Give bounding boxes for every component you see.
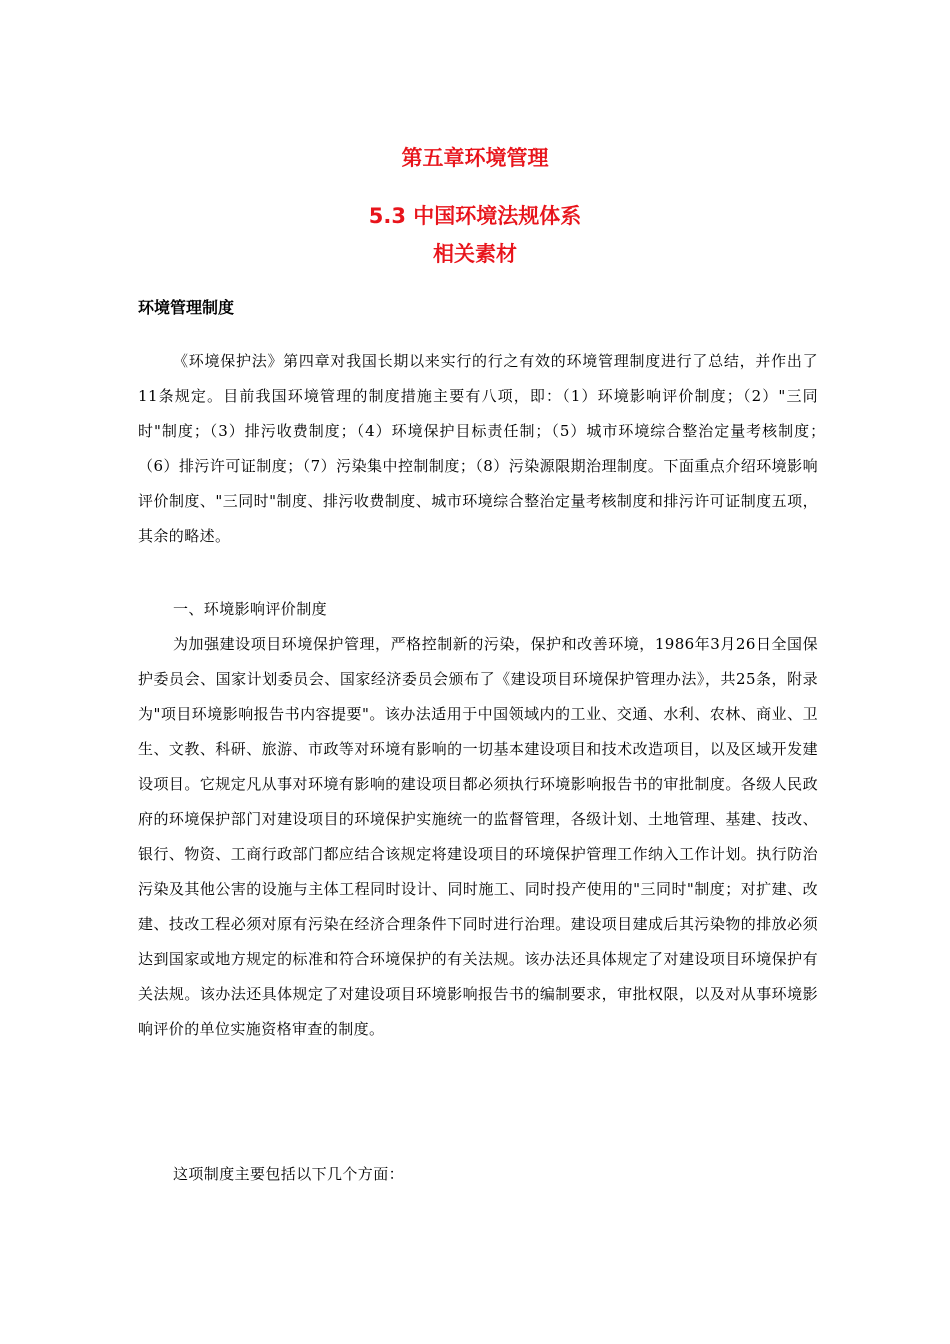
subsection-heading: 一、环境影响评价制度 xyxy=(173,600,328,618)
subtitle: 相关素材 xyxy=(433,242,517,266)
paragraph-intro: 《环境保护法》第四章对我国长期以来实行的行之有效的环境管理制度进行了总结，并作出了11条规定。目前我国环境管理的制度措施主要有八项，即：（1）环境影响评价制度；（2）"三同时"制度；（3）排污收费制度；（4）环境保护目标责任制；（5）城市环境综合整治定量考核制度； （6）排污许可证制度；（7）污染集中控制制度；（8）污染源限期治理制度。下面重点介绍环境影响评价制度、"三同时"制度、排污收费制度、城市环境综合整治定量考核制度和排污许可证制度五项，其余的略述。 xyxy=(138,352,834,545)
section-heading: 环境管理制度 xyxy=(138,298,235,317)
chapter-title: 第五章环境管理 xyxy=(401,146,549,170)
paragraph-eia: 为加强建设项目环境保护管理，严格控制新的污染，保护和改善环境，1986年3月26日全国保护委员会、国家计划委员会、国家经济委员会颁布了《建设项目环境保护管理办法》，共25条，附录为"项目环境影响报告书内容提要"。该办法适用于中国领域内的工业、交通、水利、农林、商业、卫生、文教、科研、旅游、市政等对环境有影响的一切基本建设项目和技术改造项目，以及区域开发建设项目。它规定凡从事对环境有影响的建设项目都必须执行环境影响报告书的审批制度。各级人民政府的环境保护部门对建设项目的环境保护实施统一的监督管理，各级计划、土地管理、基建、技改、银行、物资、工商行政部门都应结合该规定将建设项目的环境保护管理工作纳入工作计划。执行防治污染及其他公害的设施与主体工程同时设计、同时施工、同时投产使用的"三同时"制度；对扩建、改建、技改工程必须对原有污染在经济合理条件下同时进行治理。建设项目建成后其污染物的排放必须达到国家或地方规定的标准和符合环境保护的有关法规。该办法还具体规定了对建设项目环境保护有关法规。该办法还具体规定了对建设项目环境影响报告书的编制要求，审批权限，以及对从事环境影响评价的单位实施资格审查的制度。 xyxy=(138,635,818,1038)
section-title: 5.3 中国环境法规体系 xyxy=(368,204,582,228)
paragraph-aspects: 这项制度主要包括以下几个方面： xyxy=(173,1165,405,1183)
